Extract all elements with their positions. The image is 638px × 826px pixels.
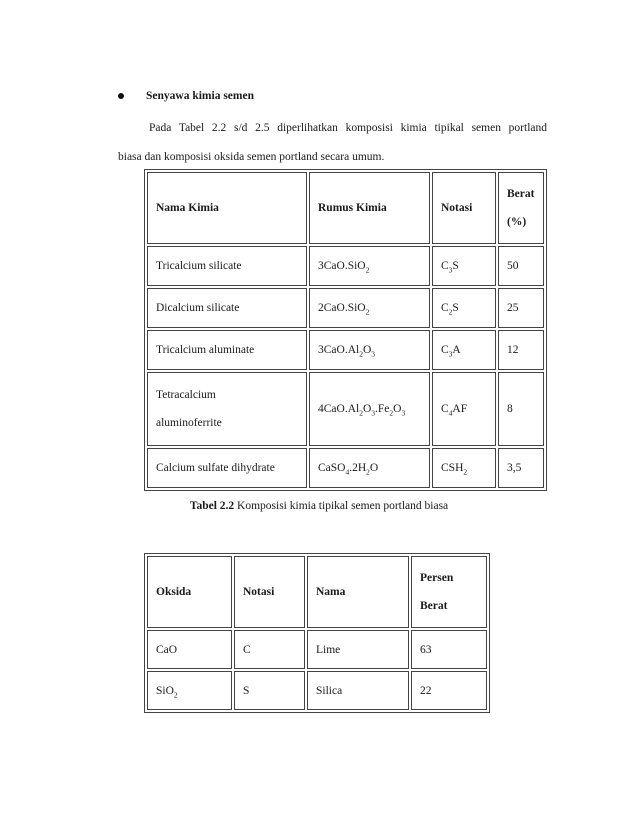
cell-notasi: $C_4AF$ xyxy=(432,372,496,446)
cell-notasi: $CSH_2$ xyxy=(432,448,496,488)
cell-notasi: $C_3A$ xyxy=(432,330,496,370)
header-persen-berat: Persen Berat xyxy=(411,556,487,628)
cell-nama: Silica xyxy=(307,671,409,710)
cell-berat: 12 xyxy=(498,330,544,370)
chemical-composition-table xyxy=(144,169,547,491)
header-berat-line2: (%) xyxy=(507,216,527,228)
cell-berat: 25 xyxy=(498,288,544,328)
table-header-row xyxy=(147,172,544,244)
paragraph-line-1: Pada Tabel 2.2 s/d 2.5 diperlihatkan komposisi kimia tipikal semen portland xyxy=(149,122,547,134)
cell-notasi: $C_3S$ xyxy=(432,246,496,286)
header-berat-line1: Berat xyxy=(507,188,535,200)
cell-rumus: 2CaO.SiO$_2$ xyxy=(309,288,430,328)
table-row xyxy=(147,288,544,328)
table-row xyxy=(147,448,544,488)
table-caption xyxy=(0,500,638,512)
cell-nama: Lime xyxy=(307,630,409,669)
cell-persen: 63 xyxy=(411,630,487,669)
table-row xyxy=(147,671,487,710)
cell-rumus: $CaSO_4.2H_2O$ xyxy=(309,448,430,488)
table-row xyxy=(147,246,544,286)
header-notasi: Notasi xyxy=(432,172,496,244)
oxide-composition-table xyxy=(144,553,490,713)
section-title: Senyawa kimia semen xyxy=(146,90,254,102)
section-heading xyxy=(118,90,254,102)
cell-persen: 22 xyxy=(411,671,487,710)
cell-rumus: $3CaO.Al_2O_3$ xyxy=(309,330,430,370)
cell-nama: Tricalcium silicate xyxy=(147,246,307,286)
paragraph-line-2: biasa dan komposisi oksida semen portland secara umum. xyxy=(118,151,385,163)
cell-nama: Tricalcium aluminate xyxy=(147,330,307,370)
cell-berat: 50 xyxy=(498,246,544,286)
cell-nama: Tetracalcium aluminoferrite xyxy=(147,372,307,446)
cell-berat: 8 xyxy=(498,372,544,446)
header-berat xyxy=(498,172,544,244)
cell-oksida: CaO xyxy=(147,630,232,669)
cell-notasi: $C_2S$ xyxy=(432,288,496,328)
cell-notasi: S xyxy=(234,671,305,710)
table-row xyxy=(147,330,544,370)
cell-notasi: C xyxy=(234,630,305,669)
cell-oksida: SiO$_2$ xyxy=(147,671,232,710)
table-header-row xyxy=(147,556,487,628)
bullet-icon xyxy=(118,93,124,99)
header-notasi: Notasi xyxy=(234,556,305,628)
caption-label: Tabel 2.2 xyxy=(189,500,235,512)
cell-nama: Calcium sulfate dihydrate xyxy=(147,448,307,488)
table-row xyxy=(147,630,487,669)
cell-berat: 3,5 xyxy=(498,448,544,488)
cell-nama: Dicalcium silicate xyxy=(147,288,307,328)
header-nama: Nama xyxy=(307,556,409,628)
header-oksida: Oksida xyxy=(147,556,232,628)
caption-text: Komposisi kimia tipikal semen portland biasa xyxy=(234,500,449,512)
header-nama-kimia: Nama Kimia xyxy=(147,172,307,244)
header-rumus-kimia: Rumus Kimia xyxy=(309,172,430,244)
cell-rumus: 3CaO.SiO$_2$ xyxy=(309,246,430,286)
cell-rumus: $4CaO.Al_2O_3.Fe_2O_3$ xyxy=(309,372,430,446)
table-row xyxy=(147,372,544,446)
